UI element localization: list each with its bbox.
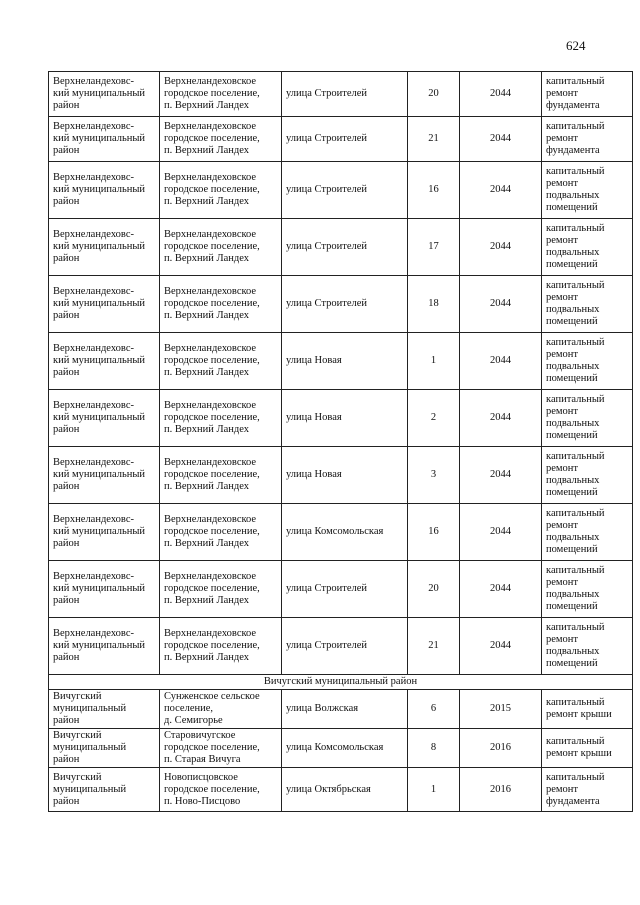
work-type-cell: капитальный ремонт фундамента xyxy=(542,768,633,812)
work-type-cell: капитальный ремонт подвальных помещений xyxy=(542,561,633,618)
page-number: 624 xyxy=(566,38,586,53)
street-cell: улица Строителей xyxy=(282,162,408,219)
street-cell: улица Строителей xyxy=(282,276,408,333)
table-row xyxy=(49,333,633,390)
district-cell: Верхнеландеховс- кий муниципальный район xyxy=(49,276,160,333)
street-cell: улица Новая xyxy=(282,390,408,447)
table-row xyxy=(49,390,633,447)
work-type-cell: капитальный ремонт фундамента xyxy=(542,72,633,117)
house-number-cell: 20 xyxy=(408,72,460,117)
district-cell: Верхнеландеховс- кий муниципальный район xyxy=(49,333,160,390)
settlement-cell: Верхнеландеховское городское поселение, п. Верхний Ландех xyxy=(160,72,282,117)
year-cell: 2015 xyxy=(460,690,542,729)
street-cell: улица Строителей xyxy=(282,117,408,162)
street-cell: улица Новая xyxy=(282,333,408,390)
table-row xyxy=(49,768,633,812)
year-cell: 2044 xyxy=(460,162,542,219)
house-number-cell: 8 xyxy=(408,729,460,768)
house-number-cell: 1 xyxy=(408,333,460,390)
district-cell: Верхнеландеховс- кий муниципальный район xyxy=(49,117,160,162)
settlement-cell: Верхнеландеховское городское поселение, п. Верхний Ландех xyxy=(160,447,282,504)
table-row xyxy=(49,729,633,768)
year-cell: 2044 xyxy=(460,504,542,561)
district-cell: Верхнеландеховс- кий муниципальный район xyxy=(49,618,160,675)
work-type-cell: капитальный ремонт фундамента xyxy=(542,117,633,162)
year-cell: 2044 xyxy=(460,117,542,162)
work-type-cell: капитальный ремонт подвальных помещений xyxy=(542,504,633,561)
district-cell: Верхнеландеховс- кий муниципальный район xyxy=(49,162,160,219)
street-cell: улица Строителей xyxy=(282,561,408,618)
table-row xyxy=(49,72,633,117)
settlement-cell: Верхнеландеховское городское поселение, п. Верхний Ландех xyxy=(160,117,282,162)
settlement-cell: Верхнеландеховское городское поселение, п. Верхний Ландех xyxy=(160,333,282,390)
table-row xyxy=(49,276,633,333)
table-row xyxy=(49,117,633,162)
year-cell: 2044 xyxy=(460,219,542,276)
work-type-cell: капитальный ремонт подвальных помещений xyxy=(542,447,633,504)
work-type-cell: капитальный ремонт подвальных помещений xyxy=(542,276,633,333)
work-type-cell: капитальный ремонт подвальных помещений xyxy=(542,390,633,447)
year-cell: 2044 xyxy=(460,618,542,675)
district-cell: Верхнеландеховс- кий муниципальный район xyxy=(49,504,160,561)
section-row xyxy=(49,675,633,690)
street-cell: улица Комсомольская xyxy=(282,504,408,561)
settlement-cell: Сунженское сельское поселение, д. Семигорье xyxy=(160,690,282,729)
house-number-cell: 1 xyxy=(408,768,460,812)
district-cell: Вичугский муниципальный район xyxy=(49,690,160,729)
district-cell: Верхнеландеховс- кий муниципальный район xyxy=(49,219,160,276)
table-row xyxy=(49,618,633,675)
table-row xyxy=(49,561,633,618)
table-row xyxy=(49,504,633,561)
year-cell: 2016 xyxy=(460,729,542,768)
work-type-cell: капитальный ремонт крыши xyxy=(542,729,633,768)
house-number-cell: 18 xyxy=(408,276,460,333)
house-number-cell: 16 xyxy=(408,162,460,219)
street-cell: улица Комсомольская xyxy=(282,729,408,768)
work-type-cell: капитальный ремонт подвальных помещений xyxy=(542,162,633,219)
year-cell: 2044 xyxy=(460,276,542,333)
settlement-cell: Новописцовское городское поселение, п. Ново-Писцово xyxy=(160,768,282,812)
settlement-cell: Верхнеландеховское городское поселение, п. Верхний Ландех xyxy=(160,276,282,333)
house-number-cell: 21 xyxy=(408,117,460,162)
year-cell: 2044 xyxy=(460,72,542,117)
district-cell: Вичугский муниципальный район xyxy=(49,729,160,768)
house-number-cell: 20 xyxy=(408,561,460,618)
housing-repair-table xyxy=(48,71,633,812)
year-cell: 2044 xyxy=(460,333,542,390)
year-cell: 2016 xyxy=(460,768,542,812)
table-row xyxy=(49,219,633,276)
settlement-cell: Верхнеландеховское городское поселение, п. Верхний Ландех xyxy=(160,162,282,219)
house-number-cell: 3 xyxy=(408,447,460,504)
house-number-cell: 16 xyxy=(408,504,460,561)
house-number-cell: 2 xyxy=(408,390,460,447)
district-cell: Верхнеландеховс- кий муниципальный район xyxy=(49,72,160,117)
table-row xyxy=(49,690,633,729)
district-cell: Вичугский муниципальный район xyxy=(49,768,160,812)
settlement-cell: Верхнеландеховское городское поселение, п. Верхний Ландех xyxy=(160,618,282,675)
house-number-cell: 17 xyxy=(408,219,460,276)
work-type-cell: капитальный ремонт подвальных помещений xyxy=(542,618,633,675)
work-type-cell: капитальный ремонт подвальных помещений xyxy=(542,219,633,276)
year-cell: 2044 xyxy=(460,447,542,504)
settlement-cell: Старовичугское городское поселение, п. Старая Вичуга xyxy=(160,729,282,768)
table-row xyxy=(49,447,633,504)
house-number-cell: 21 xyxy=(408,618,460,675)
house-number-cell: 6 xyxy=(408,690,460,729)
year-cell: 2044 xyxy=(460,390,542,447)
street-cell: улица Строителей xyxy=(282,72,408,117)
section-title: Вичугский муниципальный район xyxy=(49,675,633,690)
district-cell: Верхнеландеховс- кий муниципальный район xyxy=(49,390,160,447)
street-cell: улица Строителей xyxy=(282,618,408,675)
table-body xyxy=(49,72,633,812)
street-cell: улица Волжская xyxy=(282,690,408,729)
street-cell: улица Новая xyxy=(282,447,408,504)
settlement-cell: Верхнеландеховское городское поселение, п. Верхний Ландех xyxy=(160,390,282,447)
district-cell: Верхнеландеховс- кий муниципальный район xyxy=(49,561,160,618)
district-cell: Верхнеландеховс- кий муниципальный район xyxy=(49,447,160,504)
year-cell: 2044 xyxy=(460,561,542,618)
work-type-cell: капитальный ремонт крыши xyxy=(542,690,633,729)
table-row xyxy=(49,162,633,219)
street-cell: улица Октябрьская xyxy=(282,768,408,812)
settlement-cell: Верхнеландеховское городское поселение, п. Верхний Ландех xyxy=(160,504,282,561)
street-cell: улица Строителей xyxy=(282,219,408,276)
settlement-cell: Верхнеландеховское городское поселение, п. Верхний Ландех xyxy=(160,219,282,276)
work-type-cell: капитальный ремонт подвальных помещений xyxy=(542,333,633,390)
settlement-cell: Верхнеландеховское городское поселение, п. Верхний Ландех xyxy=(160,561,282,618)
